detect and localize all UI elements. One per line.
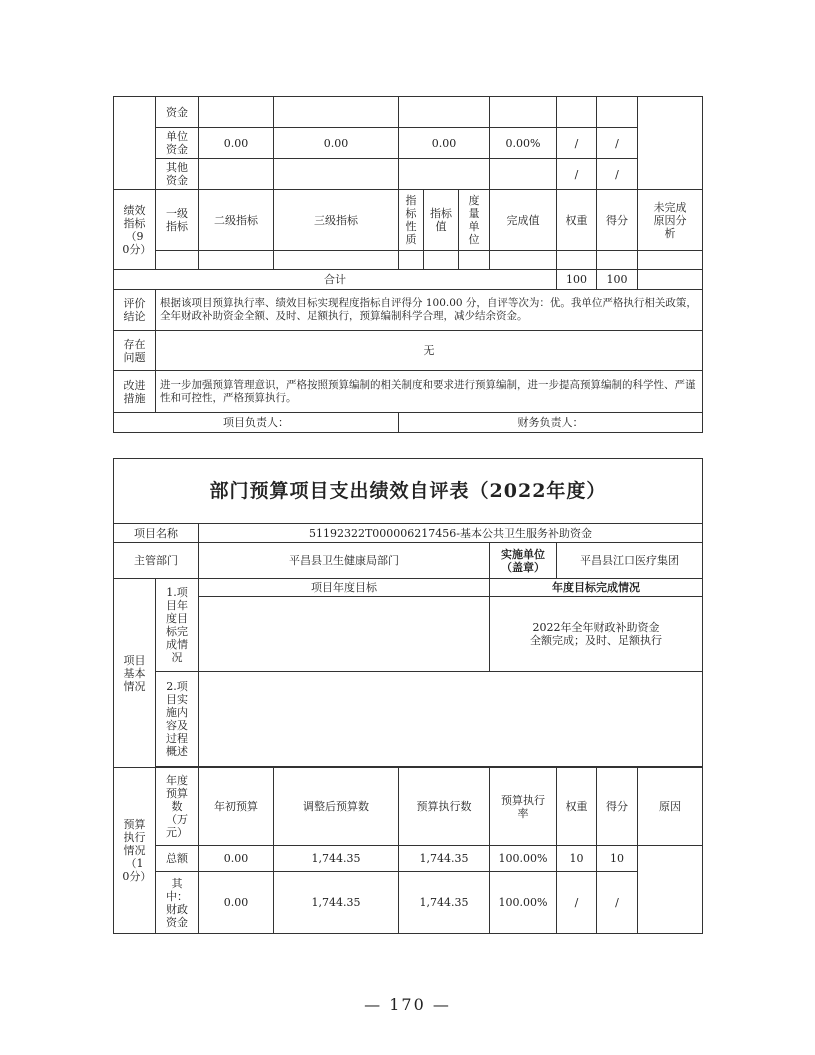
budget-header: 预算执行率 [490,768,557,846]
indicator-header-row [114,190,703,251]
dept-value: 平昌县卫生健康局部门 [199,543,490,579]
content-text [199,672,703,767]
done-header: 年度目标完成情况 [490,579,703,597]
content-row [114,672,703,767]
cell [557,251,597,270]
budget-header: 年初预算 [199,768,274,846]
content-label: 2.项目实施内容及过程概述 [156,672,199,767]
cell: 0.00 [399,128,490,159]
total-score: 100 [597,270,638,290]
cell [399,251,424,270]
cell [199,97,274,128]
cell [490,251,557,270]
improve-label: 改进措施 [114,371,156,413]
cell [557,97,597,128]
fund-label: 单位资金 [156,128,199,159]
finance-leader-label: 财务负责人： [399,413,703,433]
cell [199,251,274,270]
eval-label: 评价结论 [114,290,156,331]
cell: 1,744.35 [274,846,399,872]
budget-header: 原因 [638,768,703,846]
dept-label: 主管部门 [114,543,199,579]
dept-row [114,543,703,579]
cell [490,159,557,190]
fund-label: 资金 [156,97,199,128]
cell [274,159,399,190]
cell: 100.00% [490,846,557,872]
total-label: 合计 [114,270,557,290]
cell: 0.00% [490,128,557,159]
cell [199,159,274,190]
impl-unit-label: 实施单位（盖章） [490,543,557,579]
indicator-empty-row [114,251,703,270]
cell: 0.00 [199,846,274,872]
cell: / [557,159,597,190]
page-number: — 170 — [364,995,451,1014]
cell: / [597,159,638,190]
cell: 0.00 [199,128,274,159]
cell: 1,744.35 [399,846,490,872]
cell: 100.00% [490,872,557,934]
goal-label: 1.项目年度目标完成情况 [156,579,199,672]
title-row [114,459,703,524]
issue-label: 存在问题 [114,331,156,371]
ind-header: 完成值 [490,190,557,251]
cell [638,251,703,270]
issue-text: 无 [156,331,703,371]
impl-unit-value: 平昌县江口医疗集团 [557,543,703,579]
cell [274,251,399,270]
ind-header: 权重 [557,190,597,251]
ind-header: 二级指标 [199,190,274,251]
eval-row [114,290,703,331]
ind-header: 指标值 [424,190,459,251]
project-name-label: 项目名称 [114,524,199,543]
ind-header: 三级指标 [274,190,399,251]
self-eval-table-continued [113,96,703,433]
form-title: 部门预算项目支出绩效自评表（2022年度） [114,459,703,524]
budget-header: 年度预算数（万元） [156,768,199,846]
indicator-label: 绩效指标（90分） [114,190,156,270]
empty-side-cell [114,97,156,190]
budget-header: 权重 [557,768,597,846]
cell: / [597,872,638,934]
budget-row [114,846,703,872]
budget-header: 得分 [597,768,638,846]
ind-header: 未完成原因分析 [638,190,703,251]
goal-header-row [114,579,703,597]
cell [597,251,638,270]
fund-row [114,159,703,190]
budget-header-row [114,768,703,846]
cell: 10 [557,846,597,872]
signature-row [114,413,703,433]
project-name: 51192322T000006217456-基本公共卫生服务补助资金 [199,524,703,543]
total-row [114,270,703,290]
cell [638,270,703,290]
ind-header: 度量单位 [459,190,490,251]
goal-text [199,597,490,672]
improve-row [114,371,703,413]
cell: / [557,872,597,934]
cell: 0.00 [199,872,274,934]
cell: / [557,128,597,159]
issue-row [114,331,703,371]
cell [399,97,490,128]
cell [424,251,459,270]
budget-label: 预算执行情况（10分） [114,768,156,934]
row-label: 其中：财政资金 [156,872,199,934]
reason-cell [638,846,703,934]
fund-row [114,97,703,128]
budget-header: 预算执行数 [399,768,490,846]
cell [597,97,638,128]
fund-label: 其他资金 [156,159,199,190]
cell [274,97,399,128]
cell: 1,744.35 [399,872,490,934]
cell: / [597,128,638,159]
budget-row [114,872,703,934]
ind-header: 一级指标 [156,190,199,251]
eval-text: 根据该项目预算执行率、绩效目标实现程度指标自评得分 100.00 分，自评等次为：优。我单位严格执行相关政策，全年财政补助资金全额、及时、足额执行，预算编制科学合理，减少结余资金。 [156,290,703,331]
cell: 10 [597,846,638,872]
self-eval-table-2022 [113,458,703,934]
goal-content-row [114,597,703,672]
project-name-row [114,524,703,543]
improve-text: 进一步加强预算管理意识，严格按照预算编制的相关制度和要求进行预算编制，进一步提高预算编制的科学性、严谨性和可控性，严格预算执行。 [156,371,703,413]
cell [459,251,490,270]
done-text: 2022年全年财政补助资金全额完成；及时、足额执行 [490,597,703,672]
cell [156,251,199,270]
cell [490,97,557,128]
budget-header: 调整后预算数 [274,768,399,846]
project-leader-label: 项目负责人： [114,413,399,433]
total-weight: 100 [557,270,597,290]
cell [399,159,490,190]
empty-reason-cell [638,97,703,190]
cell: 1,744.35 [274,872,399,934]
ind-header: 指标性质 [399,190,424,251]
cell: 0.00 [274,128,399,159]
fund-row [114,128,703,159]
basic-info-label: 项目基本情况 [114,579,156,768]
ind-header: 得分 [597,190,638,251]
row-label: 总额 [156,846,199,872]
goal-header: 项目年度目标 [199,579,490,597]
